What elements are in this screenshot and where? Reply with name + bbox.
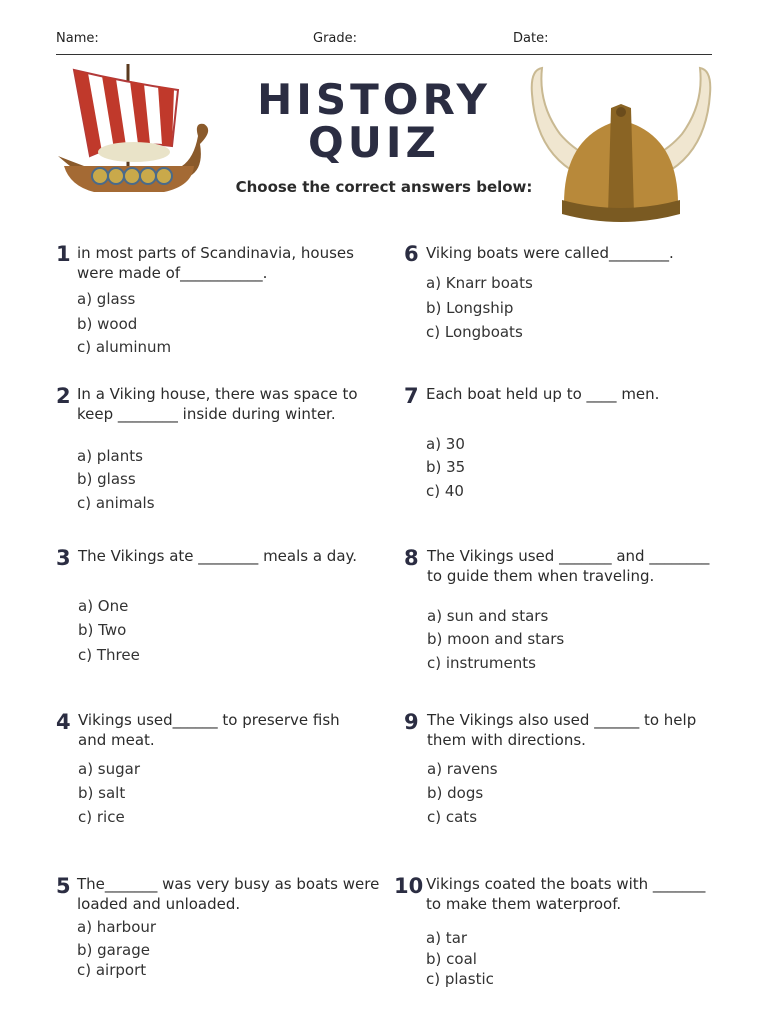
question-6 — [404, 242, 744, 352]
question-text: Each boat held up to ____ men. — [426, 385, 660, 403]
answer-option[interactable]: c) animals — [77, 494, 155, 512]
question-9 — [404, 710, 724, 830]
answer-option[interactable]: a) glass — [77, 290, 136, 308]
answer-option[interactable]: a) harbour — [77, 918, 157, 936]
answer-option[interactable]: b) 35 — [426, 458, 466, 476]
answer-option[interactable]: b) glass — [77, 470, 136, 488]
question-number: 9 — [404, 710, 419, 734]
grade-label: Grade: — [313, 31, 358, 46]
answer-option[interactable]: b) Longship — [426, 299, 514, 317]
question-text: In a Viking house, there was space to keep ________ inside during winter. — [77, 385, 358, 423]
answer-option[interactable]: c) aluminum — [77, 338, 172, 356]
answer-option[interactable]: c) cats — [427, 808, 478, 826]
answer-option[interactable]: b) moon and stars — [427, 630, 565, 648]
question-1 — [56, 242, 376, 362]
question-text: The Vikings also used ______ to help them with directions. — [427, 711, 697, 749]
answer-option[interactable]: a) tar — [426, 929, 468, 947]
answer-option[interactable]: a) sun and stars — [427, 607, 549, 625]
answer-option[interactable]: c) instruments — [427, 654, 536, 672]
answer-option[interactable]: c) Longboats — [426, 323, 523, 341]
question-number: 8 — [404, 546, 419, 570]
question-text: The_______ was very busy as boats were loaded and unloaded. — [77, 875, 380, 913]
instructions: Choose the correct answers below: — [235, 178, 533, 196]
question-7 — [404, 384, 724, 504]
page-title-line2: QUIZ — [308, 118, 440, 167]
answer-option[interactable]: c) 40 — [426, 482, 464, 500]
answer-option[interactable]: c) Three — [78, 646, 140, 664]
answer-option[interactable]: a) sugar — [78, 760, 141, 778]
name-label: Name: — [56, 31, 99, 46]
answer-option[interactable]: b) Two — [78, 621, 127, 639]
question-text: Vikings coated the boats with _______ to make them waterproof. — [426, 875, 706, 913]
answer-option[interactable]: a) Knarr boats — [426, 274, 533, 292]
page-title-line1: HISTORY — [257, 75, 491, 124]
question-number: 10 — [394, 874, 424, 898]
answer-option[interactable]: b) wood — [77, 315, 138, 333]
date-label: Date: — [513, 31, 549, 46]
answer-option[interactable]: a) ravens — [427, 760, 498, 778]
answer-option[interactable]: a) One — [78, 597, 129, 615]
question-2 — [56, 384, 376, 524]
question-number: 5 — [56, 874, 71, 898]
question-number: 3 — [56, 546, 71, 570]
question-text: The Vikings ate ________ meals a day. — [78, 547, 358, 565]
answer-option[interactable]: c) plastic — [426, 970, 494, 988]
question-text: Vikings used______ to preserve fish and meat. — [78, 711, 340, 749]
question-text: The Vikings used _______ and ________ to guide them when traveling. — [427, 547, 710, 585]
question-text: Viking boats were called________. — [426, 244, 674, 262]
answer-option[interactable]: a) 30 — [426, 435, 465, 453]
header-divider — [56, 54, 712, 55]
question-10 — [394, 874, 734, 999]
question-number: 7 — [404, 384, 419, 408]
answer-option[interactable]: c) rice — [78, 808, 125, 826]
question-number: 4 — [56, 710, 71, 734]
answer-option[interactable]: b) salt — [78, 784, 126, 802]
answer-option[interactable]: b) dogs — [427, 784, 484, 802]
question-3 — [56, 546, 376, 666]
viking-helmet-icon — [528, 64, 714, 224]
question-number: 1 — [56, 242, 71, 266]
answer-option[interactable]: b) garage — [77, 941, 150, 959]
viking-ship-icon — [54, 60, 214, 202]
answer-option[interactable]: b) coal — [426, 950, 477, 968]
question-4 — [56, 710, 376, 830]
answer-option[interactable]: a) plants — [77, 447, 143, 465]
question-text: in most parts of Scandinavia, houses were made of___________. — [77, 244, 354, 282]
question-number: 2 — [56, 384, 71, 408]
question-8 — [404, 546, 724, 676]
answer-option[interactable]: c) airport — [77, 961, 147, 979]
question-5 — [56, 874, 386, 994]
question-number: 6 — [404, 242, 419, 266]
